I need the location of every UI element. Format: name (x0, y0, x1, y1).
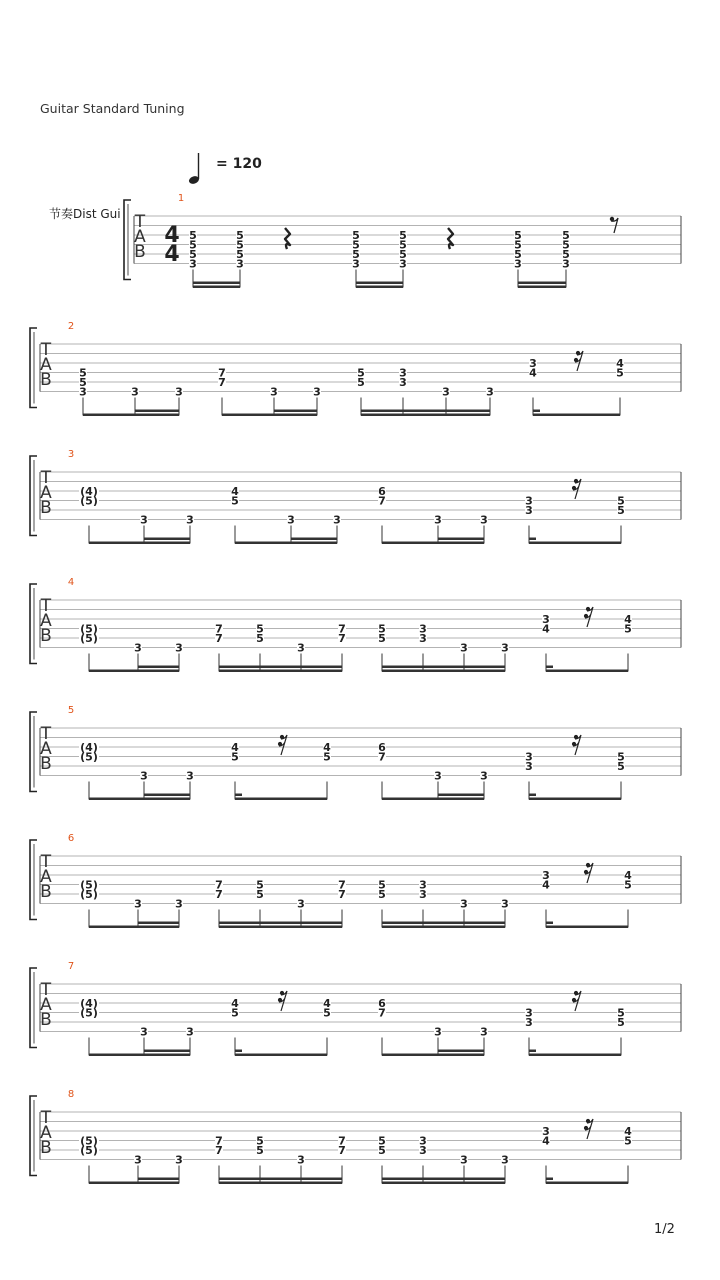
beam (138, 922, 179, 925)
fret-number: 5 (352, 229, 360, 242)
tuning-label: Guitar Standard Tuning (40, 101, 185, 116)
system-bracket (30, 840, 37, 920)
beam (529, 794, 536, 797)
fret-number: 5 (616, 366, 624, 380)
fret-number: 3 (419, 888, 427, 901)
beam (382, 922, 505, 925)
beam (438, 1050, 484, 1053)
fret-number: 4 (542, 878, 550, 892)
fret-number: 3 (175, 385, 183, 399)
beam (546, 666, 553, 669)
fret-number: 7 (215, 632, 223, 645)
beam (138, 666, 179, 669)
fret-number: 5 (624, 1134, 632, 1148)
fret-number: 5 (399, 238, 407, 252)
system-bracket (30, 328, 37, 408)
fret-number: 4 (231, 997, 239, 1010)
fret-number: 3 (501, 641, 509, 655)
tab-clef-letter: T (40, 340, 52, 360)
fret-number: 6 (378, 741, 386, 754)
fret-number: (4) (80, 741, 98, 754)
beam (546, 670, 628, 673)
tab-clef-letter: B (40, 882, 52, 902)
measure-number: 3 (67, 449, 75, 460)
fret-number: 3 (460, 1153, 468, 1167)
fret-number: 4 (231, 485, 239, 498)
fret-number: 5 (256, 878, 264, 892)
fret-number: (5) (80, 1006, 98, 1020)
tab-clef-letter: T (40, 852, 52, 872)
fret-number: 5 (236, 229, 244, 242)
fret-number: 5 (514, 238, 522, 252)
beam (518, 286, 566, 289)
tab-clef-letter: A (134, 227, 146, 247)
beam (219, 1182, 342, 1185)
beam (83, 414, 179, 417)
beam (235, 794, 242, 797)
beam (529, 538, 536, 541)
tab-clef-letter: B (134, 242, 146, 262)
quarter-rest-icon (285, 228, 290, 249)
fret-number: 3 (399, 366, 407, 380)
fret-number: 4 (624, 1125, 632, 1138)
tab-system (30, 584, 681, 672)
fret-number: 5 (378, 632, 386, 645)
fret-number: 3 (542, 613, 550, 626)
tempo-marking: = 120 (216, 156, 262, 172)
fret-number: 3 (333, 513, 341, 527)
fret-number: 3 (186, 1025, 194, 1039)
fret-number: (5) (80, 750, 98, 764)
tab-clef-letter: T (40, 980, 52, 1000)
fret-number: 5 (399, 248, 407, 261)
fret-number: 3 (140, 513, 148, 527)
fret-number: 4 (624, 869, 632, 882)
tab-clef-letter: A (40, 739, 52, 759)
fret-number: 5 (231, 494, 239, 508)
fret-number: 3 (419, 1144, 427, 1157)
fret-number: 4 (616, 357, 624, 370)
fret-number: 3 (297, 641, 305, 655)
fret-number: 3 (529, 357, 537, 370)
tab-clef-letter: A (40, 355, 52, 375)
fret-number: 3 (140, 769, 148, 783)
beam (144, 794, 190, 797)
fret-number: 3 (186, 769, 194, 783)
measure-number: 8 (67, 1089, 75, 1100)
time-signature-top: 4 (164, 223, 180, 248)
fret-number: (5) (80, 632, 98, 645)
tab-clef-letter: B (40, 1138, 52, 1158)
fret-number: 3 (419, 1134, 427, 1148)
fret-number: 5 (79, 376, 87, 389)
fret-number: 3 (434, 1025, 442, 1039)
fret-number: 3 (434, 769, 442, 783)
tab-system (30, 1096, 681, 1184)
fret-number: (5) (80, 888, 98, 901)
tab-clef-letter: A (40, 995, 52, 1015)
fret-number: 5 (323, 1006, 331, 1020)
beam (222, 414, 317, 417)
fret-number: 5 (562, 238, 570, 252)
fret-number: 5 (562, 229, 570, 242)
beam (361, 414, 490, 417)
fret-number: 3 (460, 641, 468, 655)
fret-number: 5 (256, 622, 264, 636)
system-bracket (30, 1096, 37, 1176)
fret-number: 3 (480, 1025, 488, 1039)
fret-number: 5 (617, 504, 625, 517)
page-number: 1/2 (654, 1222, 675, 1237)
fret-number: 3 (297, 1153, 305, 1167)
beam (89, 670, 179, 673)
fret-number: 4 (542, 622, 550, 636)
fret-number: 3 (486, 385, 494, 399)
tab-system (30, 328, 681, 416)
fret-number: (5) (80, 494, 98, 508)
beam (546, 1182, 628, 1185)
beam (546, 1178, 553, 1181)
beam (546, 926, 628, 929)
track-name: 节奏Dist Gui (49, 207, 121, 221)
fret-number: 3 (134, 641, 142, 655)
fret-number: 5 (79, 366, 87, 380)
fret-number: 5 (189, 238, 197, 252)
tab-system (30, 456, 681, 544)
measure-number: 1 (177, 193, 185, 204)
fret-number: 5 (231, 1006, 239, 1020)
fret-number: 3 (399, 376, 407, 389)
beam (144, 538, 190, 541)
fret-number: 7 (338, 622, 346, 636)
tab-clef-letter: B (40, 754, 52, 774)
fret-number: 5 (378, 1144, 386, 1157)
beam (382, 798, 484, 801)
beam (219, 1178, 342, 1181)
fret-number: 7 (215, 1144, 223, 1157)
fret-number: 4 (323, 741, 331, 754)
fret-number: 7 (378, 1006, 386, 1020)
fret-number: 3 (134, 1153, 142, 1167)
fret-number: 3 (501, 1153, 509, 1167)
tab-clef-letter: A (40, 611, 52, 631)
fret-number: 3 (352, 257, 360, 271)
fret-number: 5 (617, 1006, 625, 1020)
fret-number: 3 (562, 257, 570, 271)
fret-number: 5 (562, 248, 570, 261)
tab-clef-letter: B (40, 626, 52, 646)
fret-number: 3 (542, 1125, 550, 1138)
measure-number: 6 (67, 833, 75, 844)
beam (533, 410, 540, 413)
system-bracket (30, 968, 37, 1048)
fret-number: 5 (378, 878, 386, 892)
fret-number: 5 (617, 760, 625, 773)
beam (193, 286, 240, 289)
fret-number: 3 (175, 1153, 183, 1167)
fret-number: 3 (480, 769, 488, 783)
fret-number: 5 (514, 248, 522, 261)
beam (235, 1050, 242, 1053)
fret-number: 5 (357, 376, 365, 389)
tab-clef-letter: T (134, 212, 146, 232)
tab-clef-letter: B (40, 370, 52, 390)
fret-number: 5 (514, 229, 522, 242)
fret-number: 5 (617, 494, 625, 508)
fret-number: 5 (256, 888, 264, 901)
fret-number: 3 (419, 878, 427, 892)
fret-number: 5 (256, 632, 264, 645)
fret-number: 3 (186, 513, 194, 527)
beam (144, 1050, 190, 1053)
beam (382, 1054, 484, 1057)
fret-number: 7 (378, 494, 386, 508)
beam (438, 538, 484, 541)
fret-number: 3 (525, 1006, 533, 1020)
fret-number: 3 (434, 513, 442, 527)
measure-number: 2 (67, 321, 75, 332)
system-bracket (30, 456, 37, 536)
fret-number: 3 (399, 257, 407, 271)
beam (382, 666, 505, 669)
fret-number: 3 (514, 257, 522, 271)
fret-number: 3 (175, 897, 183, 911)
tab-clef-letter: T (40, 596, 52, 616)
fret-number: 7 (215, 878, 223, 892)
fret-number: (4) (80, 485, 98, 498)
fret-number: (5) (80, 622, 98, 636)
fret-number: (4) (80, 997, 98, 1010)
fret-number: 3 (270, 385, 278, 399)
tab-clef-letter: A (40, 483, 52, 503)
fret-number: 3 (79, 385, 87, 399)
tab-clef-letter: A (40, 867, 52, 887)
beam (546, 922, 553, 925)
fret-number: 4 (529, 366, 537, 380)
fret-number: 7 (218, 376, 226, 389)
fret-number: 3 (525, 760, 533, 773)
fret-number: 7 (215, 622, 223, 636)
beam (219, 926, 342, 929)
beam (135, 410, 179, 413)
beam (356, 286, 403, 289)
beam (361, 410, 490, 413)
fret-number: 4 (323, 997, 331, 1010)
measure-number: 7 (67, 961, 75, 972)
system-bracket (124, 200, 131, 280)
beam (89, 926, 179, 929)
fret-number: (5) (80, 1134, 98, 1148)
fret-number: 3 (189, 257, 197, 271)
quarter-rest-icon (448, 228, 453, 249)
beam (89, 798, 190, 801)
fret-number: 5 (617, 1016, 625, 1029)
beam (219, 670, 342, 673)
time-signature-bottom: 4 (164, 242, 180, 267)
tab-system (30, 968, 681, 1056)
beam (529, 1050, 536, 1053)
beam (382, 1182, 505, 1185)
fret-number: 3 (134, 897, 142, 911)
beam (89, 1054, 190, 1057)
fret-number: 3 (313, 385, 321, 399)
fret-number: 5 (256, 1144, 264, 1157)
fret-number: 6 (378, 997, 386, 1010)
fret-number: 5 (189, 248, 197, 261)
beam (382, 926, 505, 929)
beam (291, 538, 337, 541)
fret-number: 7 (378, 750, 386, 764)
fret-number: 5 (236, 248, 244, 261)
fret-number: 3 (525, 494, 533, 508)
tab-clef-letter: T (40, 468, 52, 488)
beam (529, 798, 621, 801)
fret-number: (5) (80, 1144, 98, 1157)
fret-number: 3 (525, 750, 533, 764)
beam (219, 922, 342, 925)
fret-number: 5 (256, 1134, 264, 1148)
beam (193, 282, 240, 285)
fret-number: 4 (231, 741, 239, 754)
fret-number: 4 (542, 1134, 550, 1148)
beam (235, 1054, 327, 1057)
system-bracket (30, 712, 37, 792)
fret-number: 7 (218, 366, 226, 380)
fret-number: 7 (215, 1134, 223, 1148)
tab-clef-letter: B (40, 498, 52, 518)
tab-clef-letter: B (40, 1010, 52, 1030)
fret-number: 3 (501, 897, 509, 911)
fret-number: 5 (357, 366, 365, 380)
fret-number: 3 (236, 257, 244, 271)
system-bracket (30, 584, 37, 664)
tab-system (30, 712, 681, 800)
fret-number: 3 (419, 632, 427, 645)
fret-number: 5 (624, 878, 632, 892)
fret-number: 5 (399, 229, 407, 242)
beam (235, 798, 327, 801)
fret-number: 7 (338, 1144, 346, 1157)
fret-number: 3 (287, 513, 295, 527)
fret-number: 3 (131, 385, 139, 399)
fret-number: 3 (525, 1016, 533, 1029)
tab-clef-letter: A (40, 1123, 52, 1143)
fret-number: 5 (189, 229, 197, 242)
beam (89, 542, 190, 545)
fret-number: 3 (542, 869, 550, 882)
fret-number: 4 (624, 613, 632, 626)
beam (235, 542, 337, 545)
fret-number: 3 (419, 622, 427, 636)
fret-number: 7 (215, 888, 223, 901)
fret-number: 3 (460, 897, 468, 911)
fret-number: 5 (352, 248, 360, 261)
beam (382, 670, 505, 673)
fret-number: 5 (378, 1134, 386, 1148)
fret-number: 5 (323, 750, 331, 764)
beam (382, 542, 484, 545)
fret-number: 5 (624, 622, 632, 636)
beam (529, 542, 621, 545)
beam (529, 1054, 621, 1057)
fret-number: 5 (231, 750, 239, 764)
beam (533, 414, 620, 417)
tab-clef-letter: T (40, 1108, 52, 1128)
beam (274, 410, 317, 413)
fret-number: 5 (352, 238, 360, 252)
beam (438, 794, 484, 797)
beam (219, 666, 342, 669)
fret-number: 7 (338, 632, 346, 645)
fret-number: 7 (338, 878, 346, 892)
fret-number: 3 (442, 385, 450, 399)
measure-number: 4 (67, 577, 75, 588)
fret-number: 6 (378, 485, 386, 498)
fret-number: 5 (617, 750, 625, 764)
fret-number: 7 (338, 1134, 346, 1148)
tab-clef-letter: T (40, 724, 52, 744)
fret-number: 3 (525, 504, 533, 517)
fret-number: 5 (236, 238, 244, 252)
fret-number: 3 (140, 1025, 148, 1039)
fret-number: 3 (480, 513, 488, 527)
fret-number: 3 (175, 641, 183, 655)
beam (382, 1178, 505, 1181)
fret-number: 7 (338, 888, 346, 901)
fret-number: 3 (297, 897, 305, 911)
beam (356, 282, 403, 285)
fret-number: (5) (80, 878, 98, 892)
tab-system (30, 840, 681, 928)
fret-number: 5 (378, 888, 386, 901)
beam (518, 282, 566, 285)
beam (138, 1178, 179, 1181)
beam (89, 1182, 179, 1185)
measure-number: 5 (67, 705, 75, 716)
fret-number: 5 (378, 622, 386, 636)
